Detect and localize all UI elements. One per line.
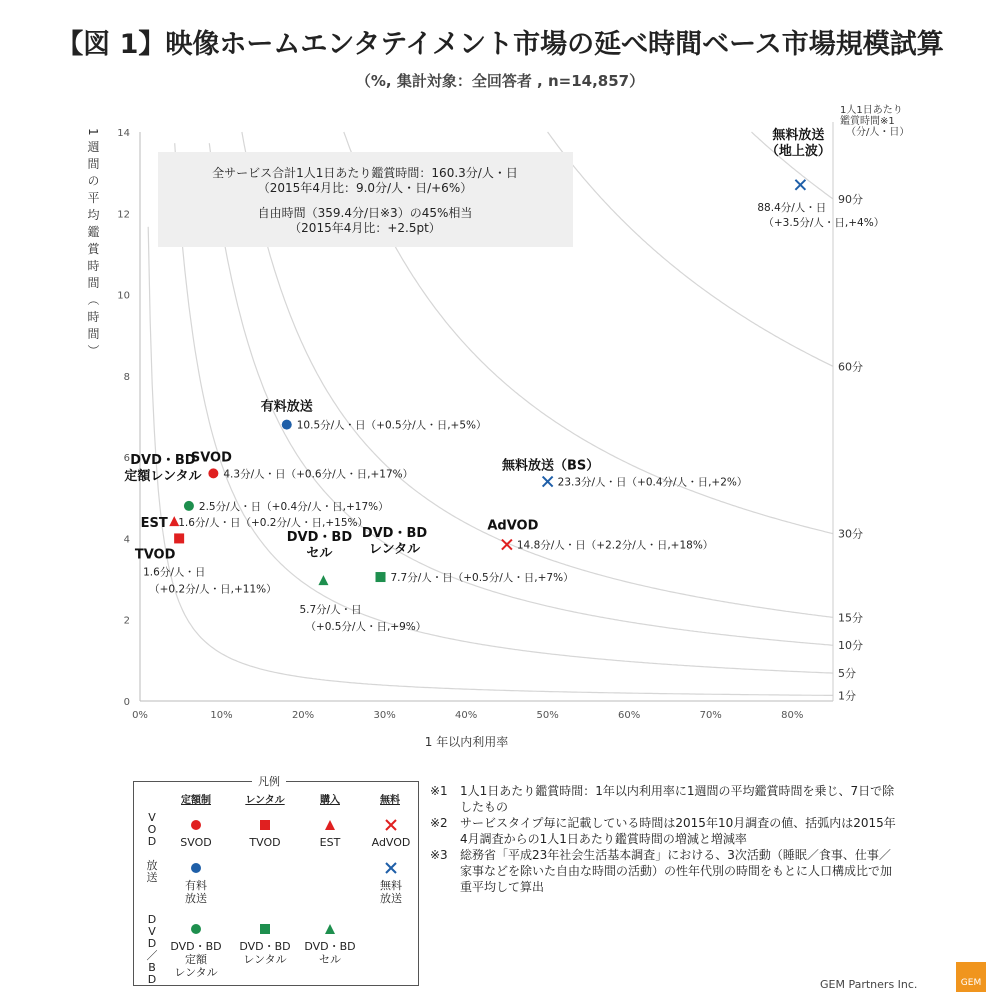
data-label-name: セル — [306, 546, 333, 562]
legend-advod-marker — [386, 820, 396, 830]
data-label-name: 定額レンタル — [124, 468, 202, 484]
y-tick-label: 2 — [123, 615, 130, 627]
summary-text: （2015年4月比：9.0分/人・日/+6%） — [257, 181, 473, 195]
y-tick-label: 0 — [123, 697, 130, 708]
legend-free-broadcast-marker — [386, 863, 396, 873]
iso-curve-label: 15分 — [838, 611, 863, 625]
legend-paid-broadcast-label: 有料 放送 — [185, 879, 207, 905]
legend-category-label: DVD／BD — [146, 913, 158, 986]
footnote — [430, 847, 900, 895]
y-tick-label: 14 — [117, 128, 130, 139]
summary-text: 自由時間（359.4分/日※3）の45%相当 — [257, 206, 473, 220]
page-title: 【図 1】映像ホームエンタテイメント市場の延べ時間ベース市場規模試算 — [56, 29, 944, 60]
data-label-name: AdVOD — [487, 518, 539, 534]
footer-company: GEM Partners Inc. — [820, 978, 918, 991]
iso-curve-label: 5分 — [838, 667, 856, 681]
footnote — [430, 815, 900, 847]
data-label-name: 有料放送 — [260, 399, 313, 415]
x-tick-label: 70% — [699, 710, 722, 721]
data-label-value: （+0.2分/人・日,+11%） — [149, 583, 277, 596]
legend-dvd-sell-label: DVD・BD セル — [304, 940, 356, 966]
legend-paid-broadcast-marker — [191, 863, 201, 873]
y-tick-label: 4 — [123, 534, 130, 546]
data-label-name: DVD・BD — [130, 452, 196, 468]
data-label-name: レンタル — [368, 542, 421, 558]
legend-category-label: VOD — [147, 811, 157, 848]
y-tick-label: 10 — [117, 290, 130, 302]
iso-curve-label: 1分 — [838, 689, 856, 703]
legend-advod-label: AdVOD — [371, 836, 411, 849]
y-tick-label: 12 — [117, 209, 130, 221]
right-axis-title: （分/人・日） — [846, 127, 910, 138]
x-tick-label: 50% — [536, 710, 559, 721]
data-label-value: 5.7分/人・日 — [299, 604, 362, 617]
data-point — [174, 533, 184, 543]
legend-svod-marker — [191, 820, 201, 830]
legend-category-label: 放送 — [146, 859, 158, 884]
iso-curve-label: 60分 — [838, 360, 863, 374]
iso-curve-label: 10分 — [838, 639, 863, 653]
summary-text: 全サービス合計1人1日あたり鑑賞時間：160.3分/人・日 — [212, 166, 518, 180]
footnote — [430, 783, 900, 815]
legend-tvod-marker — [260, 820, 270, 830]
data-label-value: 88.4分/人・日 — [757, 201, 827, 214]
legend-dvd-rental-label: DVD・BD レンタル — [239, 940, 291, 966]
legend-svod-label: SVOD — [180, 836, 212, 849]
legend-title: 凡例 — [252, 773, 286, 789]
legend-dvd-flat-label: DVD・BD 定額 レンタル — [170, 940, 222, 979]
page-subtitle: （%, 集計対象：全回答者 , n=14,857） — [355, 72, 645, 90]
summary-text: （2015年4月比：+2.5pt） — [289, 221, 441, 235]
data-point — [376, 572, 386, 582]
x-tick-label: 30% — [373, 710, 396, 721]
data-label-value: （+3.5分/人・日,+4%） — [763, 216, 885, 229]
x-tick-label: 20% — [291, 710, 315, 721]
x-tick-label: 80% — [781, 710, 804, 721]
x-tick-label: 10% — [210, 710, 233, 721]
legend-header-rental: レンタル — [245, 795, 285, 806]
data-label-value: 23.3分/人・日（+0.4分/人・日,+2%） — [557, 476, 748, 489]
footnote-mark: ※2 — [430, 816, 448, 830]
data-label-name: TVOD — [134, 547, 176, 563]
legend-tvod-label: TVOD — [249, 836, 281, 849]
data-label-value: 2.5分/人・日（+0.4分/人・日,+17%） — [198, 500, 389, 513]
x-axis-label: 1 年以内利用率 — [424, 735, 509, 749]
footnote-mark: ※3 — [430, 848, 448, 862]
legend-header-free: 無料 — [380, 795, 400, 806]
data-point — [795, 180, 805, 190]
data-label-value: 1.6分/人・日 — [143, 566, 206, 579]
iso-curve-label: 90分 — [838, 192, 863, 206]
right-axis-title: 1人1日あたり — [840, 105, 903, 116]
legend-est-label: EST — [319, 836, 341, 849]
iso-curve — [548, 132, 833, 366]
data-label-name: SVOD — [190, 450, 232, 466]
data-label-name: （地上波） — [765, 143, 831, 159]
x-tick-label: 60% — [618, 710, 641, 721]
footnote-text: 総務省「平成23年社会生活基本調査」における、3次活動（睡眠／食事、仕事／家事などを除いた自由な時間の活動）の性年代別の時間をもとに人口構成比で加重平均して算出 — [460, 848, 893, 894]
data-label-value: 1.6分/人・日（+0.2分/人・日,+15%） — [178, 517, 368, 530]
data-point — [208, 468, 218, 478]
data-label-value: 7.7分/人・日（+0.5分/人・日,+7%） — [390, 572, 574, 585]
y-tick-label: 6 — [123, 453, 130, 465]
data-label-name: 無料放送（BS） — [502, 458, 600, 474]
legend-dvd-flat-marker — [191, 924, 201, 934]
footnote-mark: ※1 — [430, 784, 448, 798]
data-label-name: 無料放送 — [772, 127, 825, 143]
data-point — [184, 501, 194, 511]
iso-curve — [148, 227, 833, 696]
y-tick-label: 8 — [123, 371, 130, 383]
iso-curve-label: 30分 — [838, 527, 863, 541]
data-label-name: DVD・BD — [286, 530, 353, 546]
data-label-value: （+0.5分/人・日,+9%） — [305, 621, 427, 634]
legend-header-buy: 購入 — [320, 795, 340, 806]
x-tick-label: 40% — [455, 710, 478, 721]
data-label-value: 10.5分/人・日（+0.5分/人・日,+5%） — [296, 419, 487, 432]
data-point — [543, 477, 553, 487]
x-tick-label: 0% — [132, 710, 148, 721]
data-point — [282, 420, 292, 430]
footnote-text: サービスタイプ毎に記載している時間は2015年10月調査の値、括弧内は2015年4月調査からの1人1日あたり鑑賞時間の増減と増減率 — [460, 816, 896, 846]
data-label-name: EST — [140, 516, 168, 532]
legend-dvd-rental-marker — [260, 924, 270, 934]
y-axis-label: 1週間の平均鑑賞時間（時間） — [86, 128, 100, 362]
data-label-value: 4.3分/人・日（+0.6分/人・日,+17%） — [223, 468, 414, 481]
legend-est-marker — [325, 820, 335, 830]
legend-header-flat: 定額制 — [181, 795, 211, 806]
data-label-name: DVD・BD — [361, 526, 428, 542]
company-logo: GEM — [956, 962, 986, 992]
legend — [133, 775, 419, 986]
footnote-text: 1人1日あたり鑑賞時間：1年以内利用率に1週間の平均鑑賞時間を乗じ、7日で除したもの — [460, 784, 895, 814]
data-point — [318, 575, 328, 585]
data-label-value: 14.8分/人・日（+2.2分/人・日,+18%） — [516, 539, 714, 552]
legend-free-broadcast-label: 無料 放送 — [380, 879, 402, 905]
legend-dvd-sell-marker — [325, 924, 335, 934]
footnotes — [430, 783, 900, 895]
right-axis-title: 鑑賞時間※1 — [840, 116, 895, 127]
